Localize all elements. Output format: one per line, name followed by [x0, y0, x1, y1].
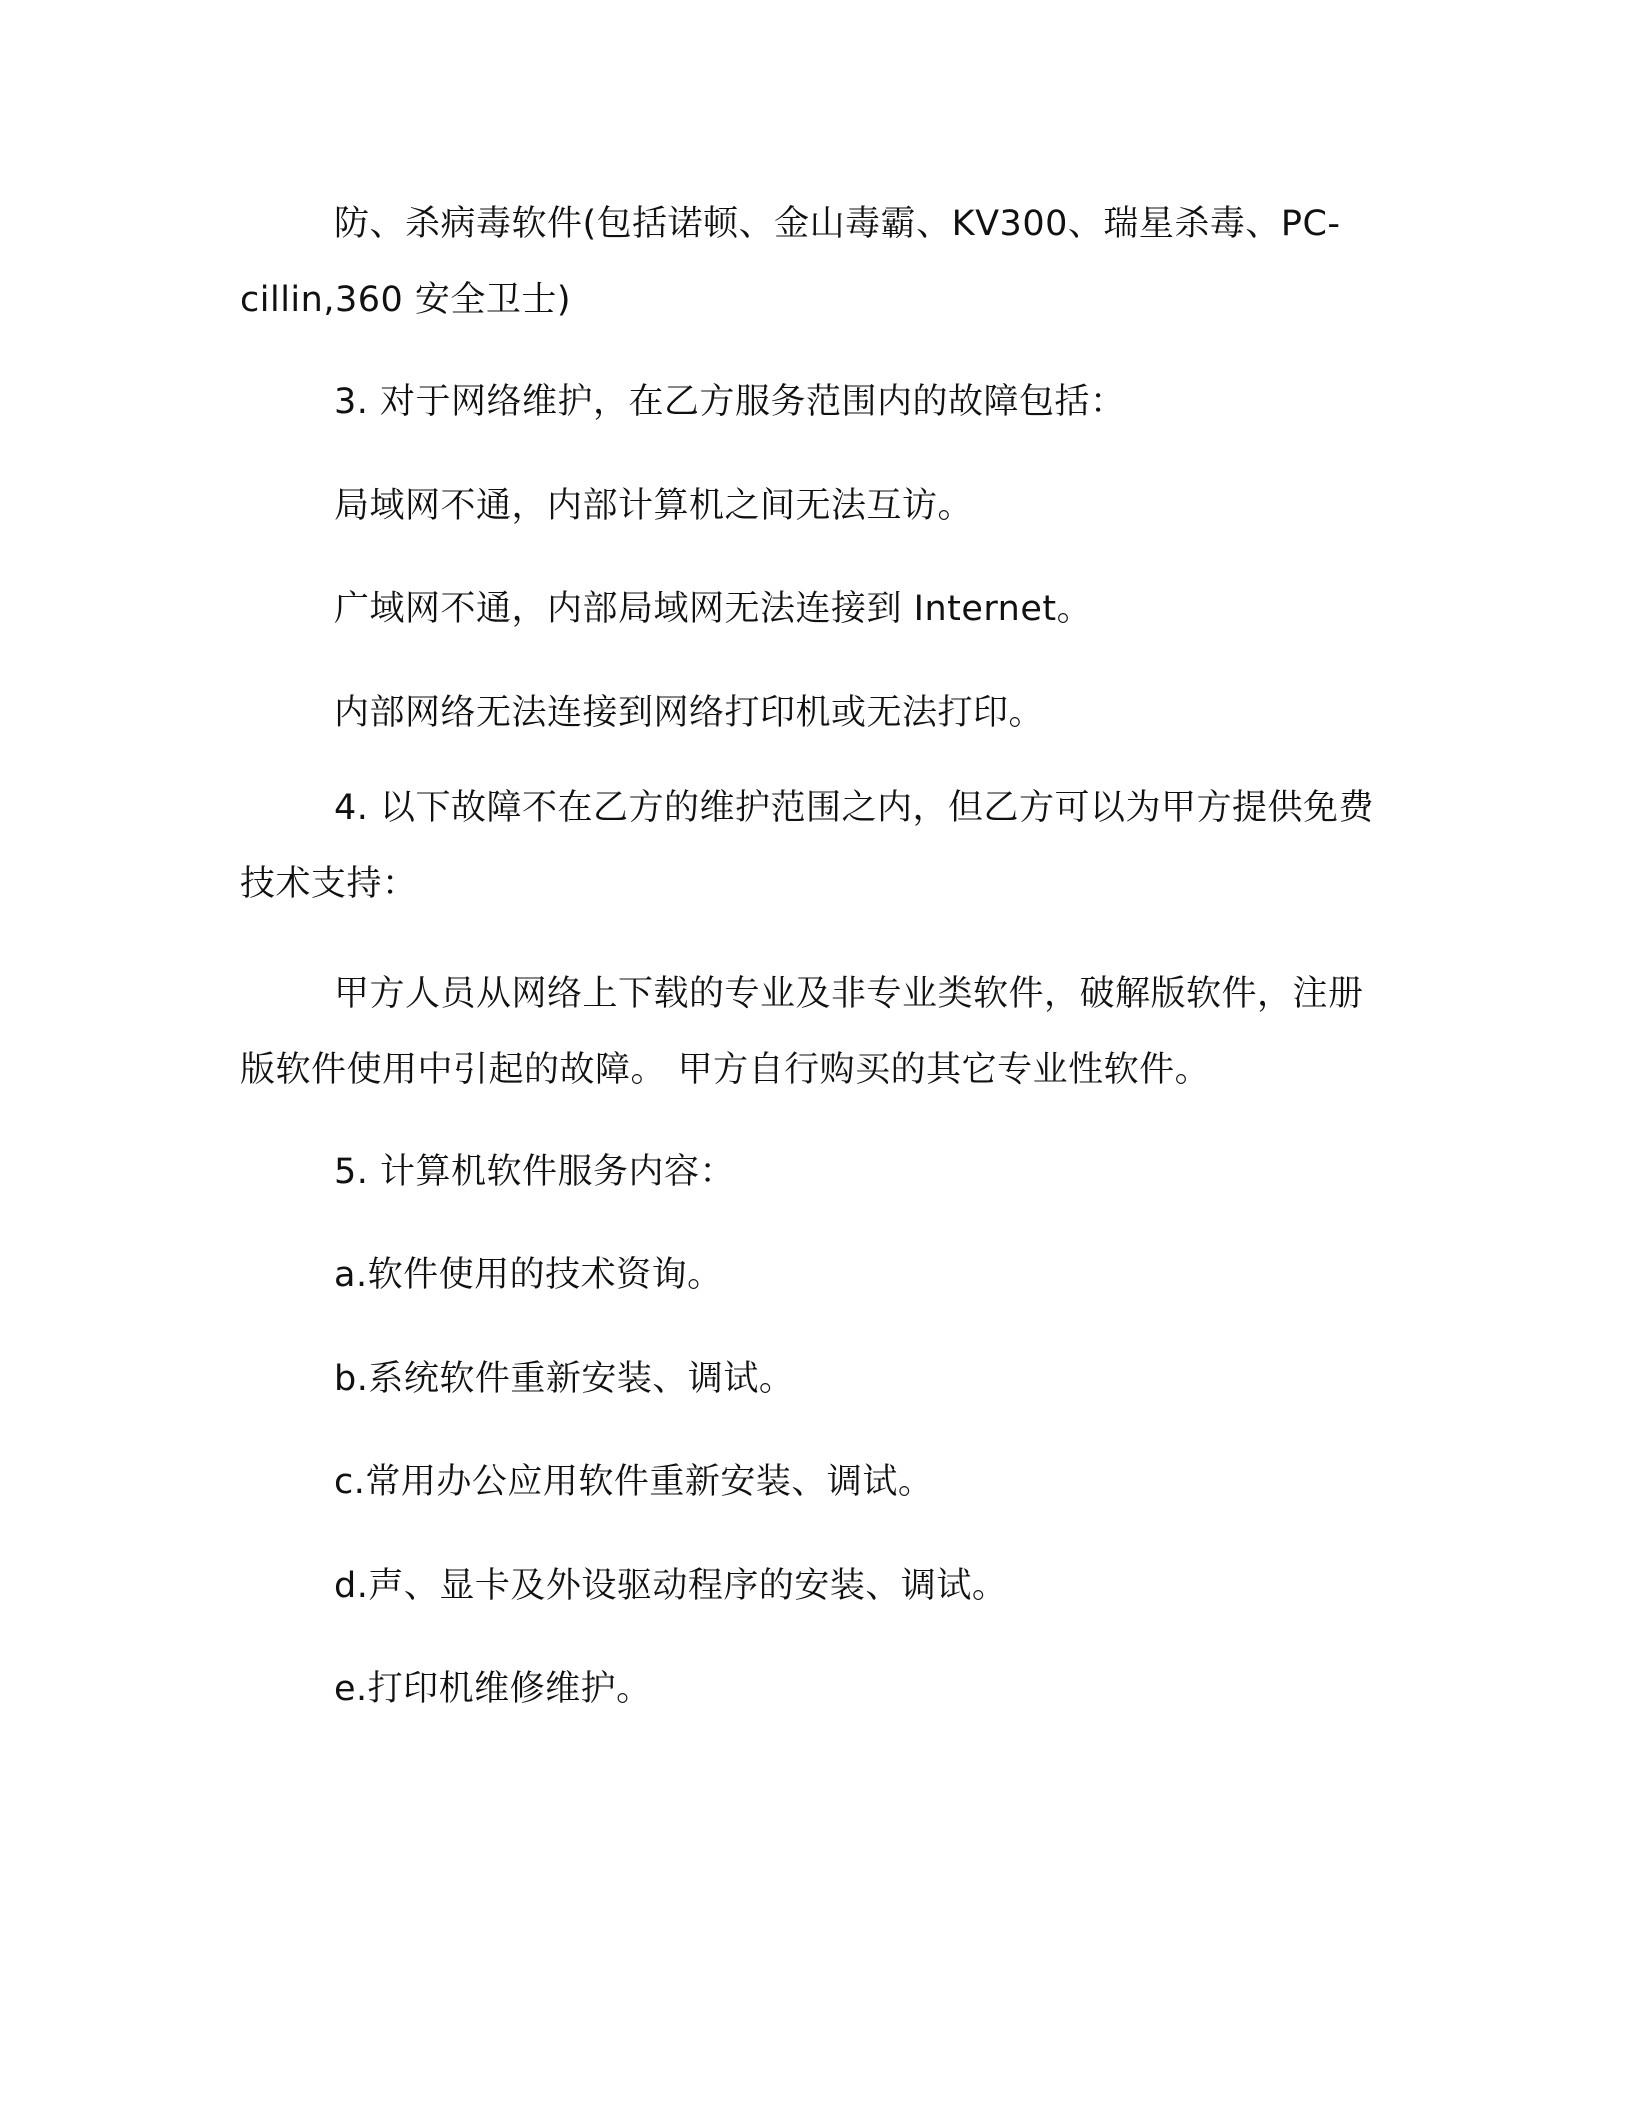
paragraph-network-maintenance-heading: 3. 对于网络维护，在乙方服务范围内的故障包括：: [334, 382, 1126, 422]
list-item-d: d.声、显卡及外设驱动程序的安装、调试。: [334, 1566, 1008, 1606]
list-item-b: b.系统软件重新安装、调试。: [334, 1359, 795, 1399]
paragraph-wan-fault: 广域网不通，内部局域网无法连接到 Internet。: [334, 589, 1093, 629]
paragraph-lan-fault: 局域网不通，内部计算机之间无法互访。: [334, 486, 974, 526]
paragraph-excluded-software-faults: 甲方人员从网络上下载的专业及非专业类软件，破解版软件，注册版软件使用中引起的故障。 甲方自行购买的其它专业性软件。: [240, 974, 1364, 1090]
list-item-a: a.软件使用的技术资询。: [334, 1255, 723, 1295]
paragraph-printer-fault: 内部网络无法连接到网络打印机或无法打印。: [334, 693, 1045, 733]
paragraph-free-support-heading: 4. 以下故障不在乙方的维护范围之内，但乙方可以为甲方提供免费技术支持：: [240, 788, 1375, 904]
paragraph-software-service-heading: 5. 计算机软件服务内容：: [334, 1152, 736, 1192]
paragraph-antivirus-software: 防、杀病毒软件(包括诺顿、金山毒霸、KV300、瑞星杀毒、PC-cillin,360 安全卫士): [240, 204, 1341, 320]
list-item-c: c.常用办公应用软件重新安装、调试。: [334, 1462, 934, 1502]
list-item-e: e.打印机维修维护。: [334, 1669, 652, 1709]
